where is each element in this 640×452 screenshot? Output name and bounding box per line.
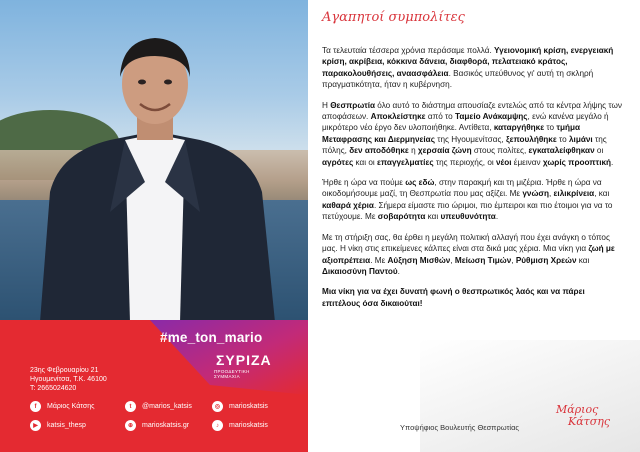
- emphasis-text: υπευθυνότητα: [440, 212, 496, 222]
- social-instagram[interactable]: [212, 401, 268, 412]
- signature-last: Κάτσης: [568, 415, 610, 428]
- social-label: Μάριος Κάτσης: [47, 403, 95, 410]
- letter-paragraph: [322, 45, 624, 91]
- body-text: Τα τελευταία τέσσερα χρόνια περάσαμε πολλά.: [322, 46, 495, 55]
- body-text: και: [425, 212, 441, 222]
- body-text: , ενώ κανένα μεγάλο ή μικρότερο νέο έργο δεν υλοποιήθηκε. Αντίθετα,: [322, 112, 609, 133]
- body-text: στους πολίτες,: [471, 146, 529, 156]
- emphasis-text: Μείωση Τιμών: [454, 255, 512, 265]
- letter-paragraph: [322, 286, 624, 309]
- emphasis-text: Μια νίκη για να έχει δυνατή φωνή ο θεσπρωτικός λαός και να πάρει επιτέλους όσα δικαιούται!: [322, 287, 585, 308]
- emphasis-text: επαγγελματίες: [376, 157, 434, 167]
- social-label: marioskatsis: [229, 422, 268, 429]
- social-label: @marios_katsis: [142, 403, 192, 410]
- body-text: .: [611, 157, 614, 167]
- emphasis-text: λιμάνι: [568, 134, 593, 144]
- emphasis-text: δεν αποδόθηκε: [349, 146, 409, 156]
- social-youtube[interactable]: [30, 420, 86, 431]
- letter-paragraph: [322, 100, 624, 168]
- signature: [556, 404, 610, 428]
- social-label: katsis_thesp: [47, 422, 86, 429]
- body-text: οι: [594, 146, 604, 156]
- phone-number: Τ: 2665024620: [30, 385, 77, 392]
- body-text: της Ηγουμενίτσας,: [434, 134, 506, 144]
- body-text: . Με: [370, 255, 388, 265]
- emphasis-text: καθαρά χέρια: [322, 200, 374, 210]
- emphasis-text: νέοι: [496, 157, 512, 167]
- body-text: της περιοχής, οι: [433, 157, 496, 167]
- body-text: Με τη στήριξη σας, θα έρθει η μεγάλη πολιτική αλλαγή που έχει ανάγκη ο τόπος μας. Η νίκη στις επικείμενες κάλπες είναι στα δικά μας χέρια. Μια νίκη για: [322, 232, 610, 254]
- emphasis-text: Ρύθμιση Χρεών: [515, 255, 577, 265]
- body-text: το: [556, 134, 569, 144]
- letter-paragraph: [322, 232, 624, 278]
- emphasis-text: αγρότες: [322, 157, 354, 167]
- body-text: . Βασικός υπεύθυνος γι' αυτή τη σκληρή πραγματικότητα, ήταν η κυβέρνηση.: [322, 68, 594, 90]
- body-text: , και: [594, 189, 610, 199]
- body-text: ,: [450, 255, 455, 265]
- youtube-icon: ▶: [30, 420, 41, 431]
- emphasis-text: καταργήθηκε: [493, 123, 545, 133]
- greeting: Αγαπητοί συμπολίτες: [322, 10, 465, 25]
- twitter-icon: t: [125, 401, 136, 412]
- body-text: ,: [511, 255, 516, 265]
- office-address: [30, 366, 107, 393]
- body-text: και οι: [353, 157, 377, 167]
- body-text: Ήρθε η ώρα να πούμε: [322, 178, 406, 188]
- body-text: της πόλης,: [322, 134, 607, 156]
- body-text: ,: [548, 189, 554, 199]
- emphasis-text: σοβαρότητα: [377, 212, 426, 222]
- body-text: και: [576, 255, 590, 265]
- emphasis-text: Ταμείο Ανάκαμψης: [455, 112, 528, 122]
- party-name: ΣΥΡΙΖΑ: [216, 352, 272, 368]
- address-line: 23ης Φεβρουαρίου 21: [30, 367, 99, 374]
- emphasis-text: ως εδώ: [405, 178, 435, 188]
- social-twitter[interactable]: [125, 401, 192, 412]
- emphasis-text: χωρίς προοπτική: [542, 157, 612, 167]
- address-line: Ηγουμενίτσα, Τ.Κ. 46100: [30, 376, 107, 383]
- emphasis-text: Αύξηση Μισθών: [387, 255, 451, 265]
- emphasis-text: ξεπουλήθηκε: [505, 134, 557, 144]
- emphasis-text: Υγειονομική κρίση, ενεργειακή κρίση, ακρίβεια, κόκκινα δάνεια, διαφθορά, πελατειακό κράτος, παρακολουθήσεις, αναασφάλεια: [322, 46, 614, 78]
- tiktok-icon: ♪: [212, 420, 223, 431]
- body-text: από το: [425, 112, 455, 122]
- hashtag: #me_ton_mario: [160, 330, 263, 345]
- social-facebook[interactable]: [30, 401, 95, 412]
- corner-shade: [420, 340, 640, 452]
- body-text: έμειναν: [511, 157, 543, 167]
- party-subtitle: ΠΡΟΟΔΕΥΤΙΚΗ ΣΥΜΜΑΧΙΑ: [214, 369, 250, 379]
- body-text: όλο αυτό το διάστημα απουσίαζε εντελώς από τα κέντρα λήψης των αποφάσεων.: [322, 100, 622, 122]
- facebook-icon: f: [30, 401, 41, 412]
- emphasis-text: Αποκλείστηκε: [370, 112, 426, 122]
- body-text: .: [397, 266, 400, 276]
- web-icon: ⊕: [125, 420, 136, 431]
- body-text: . Σήμερα είμαστε πιο ώριμοι, πιο έμπειροι και πιο έτοιμοι για να το πετύχουμε. Με: [322, 200, 613, 222]
- candidate-portrait: [30, 22, 280, 320]
- social-website[interactable]: [125, 420, 189, 431]
- candidate-photo: [0, 0, 308, 320]
- body-text: Η: [322, 100, 331, 110]
- emphasis-text: ειλικρίνεια: [553, 189, 595, 199]
- party-logo: [212, 352, 272, 378]
- emphasis-text: χερσαία ζώνη: [417, 146, 472, 156]
- letter-body: [322, 45, 624, 318]
- emphasis-text: Δικαιοσύνη Παντού: [322, 266, 398, 276]
- emphasis-text: ζωή με αξιοπρέπεια: [322, 244, 615, 265]
- social-label: marioskatsis: [229, 403, 268, 410]
- emphasis-text: τμήμα Μεταφρασης και Διερμηνείας: [322, 123, 581, 144]
- candidate-title: Υποψήφιος Βουλευτής Θεσπρωτίας: [400, 423, 520, 432]
- social-tiktok[interactable]: [212, 420, 268, 431]
- instagram-icon: ◎: [212, 401, 223, 412]
- body-text: η: [408, 146, 418, 156]
- body-text: .: [495, 212, 499, 222]
- social-label: marioskatsis.gr: [142, 422, 190, 429]
- emphasis-text: εγκαταλείφθηκαν: [528, 146, 595, 156]
- body-text: το: [544, 123, 557, 133]
- emphasis-text: Θεσπρωτία: [330, 100, 376, 110]
- signature-first: Μάριος: [556, 403, 599, 416]
- emphasis-text: γνώση: [522, 189, 549, 199]
- letter-paragraph: [322, 177, 624, 223]
- body-text: , στην παρακμή και τη μιζέρια. Ήρθε η ώρα να οικοδομήσουμε μαζί, τη Θεσπρωτία που μας αξίζει. Με: [322, 178, 602, 199]
